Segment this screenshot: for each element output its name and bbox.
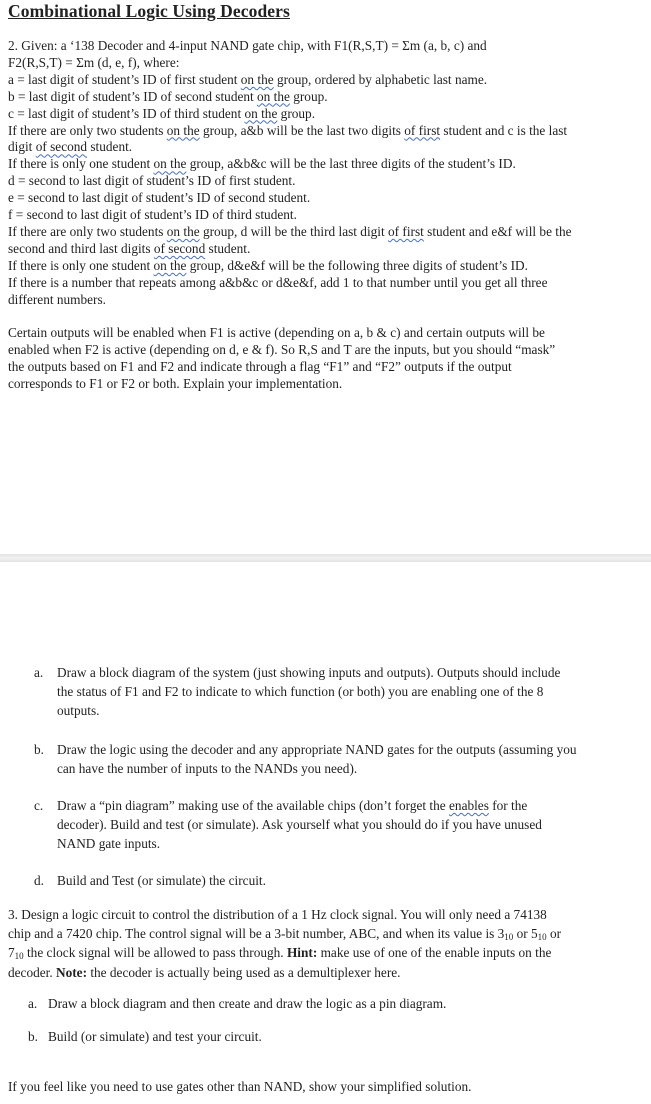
page-break xyxy=(0,554,651,562)
grammar-flag: on the xyxy=(153,257,187,273)
task-line: Build (or simulate) and test your circuit. xyxy=(48,1029,262,1044)
task-line: NAND gate inputs. xyxy=(57,836,161,852)
list-marker: c. xyxy=(34,798,44,813)
grammar-flag: on the xyxy=(244,105,278,121)
task-line: decoder). Build and test (or simulate). Ask yourself what you should do if you have unused xyxy=(57,817,542,833)
q3-line: $7_{10}$ the clock signal will be allowed to pass through. Hint: make use of one of the enable inputs on the xyxy=(8,945,552,962)
grammar-flag: of first xyxy=(404,122,441,138)
q2-line: 2. Given: a ‘138 Decoder and 4-input NAND gate chip, with F1(R,S,T) = Σm (a, b, c) and xyxy=(8,38,487,53)
q2-line: b = last digit of student’s ID of second student on the group. xyxy=(8,88,328,104)
task-line: Draw a “pin diagram” making use of the available chips (don’t forget the enables for the xyxy=(57,798,528,813)
grammar-flag: on the xyxy=(166,223,200,239)
question-2-explanation xyxy=(8,325,644,393)
q2-line: If there is only one student on the group, d&e&f will be the following three digits of student’s ID. xyxy=(8,257,528,273)
list-marker: a. xyxy=(28,996,38,1011)
hint-label: Hint: xyxy=(286,945,318,961)
task-line: the status of F1 and F2 to indicate to which function (or both) you are enabling one of the 8 xyxy=(57,684,544,700)
question-2 xyxy=(8,38,644,309)
list-marker: b. xyxy=(34,742,44,757)
grammar-flag: on the xyxy=(153,156,187,172)
q2-line: d = second to last digit of student’s ID of first student. xyxy=(8,173,296,189)
list-marker: a. xyxy=(34,665,44,680)
task-line: can have the number of inputs to the NANDs you need). xyxy=(57,761,358,777)
task-line: Draw the logic using the decoder and any appropriate NAND gates for the outputs (assuming you xyxy=(57,742,577,757)
grammar-flag: on the xyxy=(240,71,274,87)
task-line: Draw a block diagram and then create and draw the logic as a pin diagram. xyxy=(48,996,447,1011)
q2-line: f = second to last digit of student’s ID of third student. xyxy=(8,207,297,223)
grammar-flag: of second xyxy=(153,240,206,256)
q2-line: e = second to last digit of student’s ID of second student. xyxy=(8,190,311,206)
note-label: Note: xyxy=(56,964,88,980)
q2-line: If there is only one student on the group, a&b&c will be the last three digits of the student’s ID. xyxy=(8,156,516,172)
q2-line: If there are only two students on the group, a&b will be the last two digits of first student and c is the last xyxy=(8,122,568,138)
question-3 xyxy=(8,905,644,982)
document-title: Combinational Logic Using Decoders xyxy=(8,1,290,21)
task-line: Build and Test (or simulate) the circuit. xyxy=(57,873,266,888)
list-marker: d. xyxy=(34,873,44,888)
list-marker: b. xyxy=(28,1029,38,1044)
q3-line: chip and a 7420 chip. The control signal will be a 3-bit number, ABC, and when its value is $3_{10}$ or $5_{10}$ or xyxy=(8,926,562,943)
q2-paragraph-line: enabled when F2 is active (depending on d, e & f). So R,S and T are the inputs, but you should “mask” xyxy=(8,341,556,357)
q3-line: 3. Design a logic circuit to control the distribution of a 1 Hz clock signal. You will only need a 74138 xyxy=(8,907,547,922)
q2-line: a = last digit of student’s ID of first student on the group, ordered by alphabetic last name. xyxy=(8,71,488,87)
q3-line: decoder. Note: the decoder is actually being used as a demultiplexer here. xyxy=(8,964,401,980)
q2-line: If there is a number that repeats among a&b&c or d&e&f, add 1 to that number until you get all three xyxy=(8,274,548,290)
grammar-flag: on the xyxy=(166,122,200,138)
grammar-flag: of first xyxy=(388,223,424,239)
grammar-flag: of second xyxy=(35,139,88,155)
task-line: Draw a block diagram of the system (just showing inputs and outputs). Outputs should include xyxy=(57,665,561,680)
q2-paragraph-line: the outputs based on F1 and F2 and indicate through a flag “F1” and “F2” outputs if the output xyxy=(8,358,512,374)
q2-paragraph-line: corresponds to F1 or F2 or both. Explain your implementation. xyxy=(8,375,343,391)
q2-line: F2(R,S,T) = Σm (d, e, f), where: xyxy=(8,54,180,70)
footer-note: If you feel like you need to use gates other than NAND, show your simplified solution. xyxy=(8,1079,472,1094)
q2-line: different numbers. xyxy=(8,291,106,307)
grammar-flag: enables xyxy=(449,798,489,813)
q2-line: digit of second student. xyxy=(8,139,133,155)
q2-paragraph-line: Certain outputs will be enabled when F1 is active (depending on a, b & c) and certain outputs will be xyxy=(8,325,545,340)
q2-line: c = last digit of student’s ID of third student on the group. xyxy=(8,105,316,121)
grammar-flag: on the xyxy=(257,88,290,104)
q2-line: second and third last digits of second student. xyxy=(8,240,251,256)
task-line: outputs. xyxy=(57,703,100,719)
q2-line: If there are only two students on the group, d will be the third last digit of first student and e&f will be the xyxy=(8,223,572,239)
